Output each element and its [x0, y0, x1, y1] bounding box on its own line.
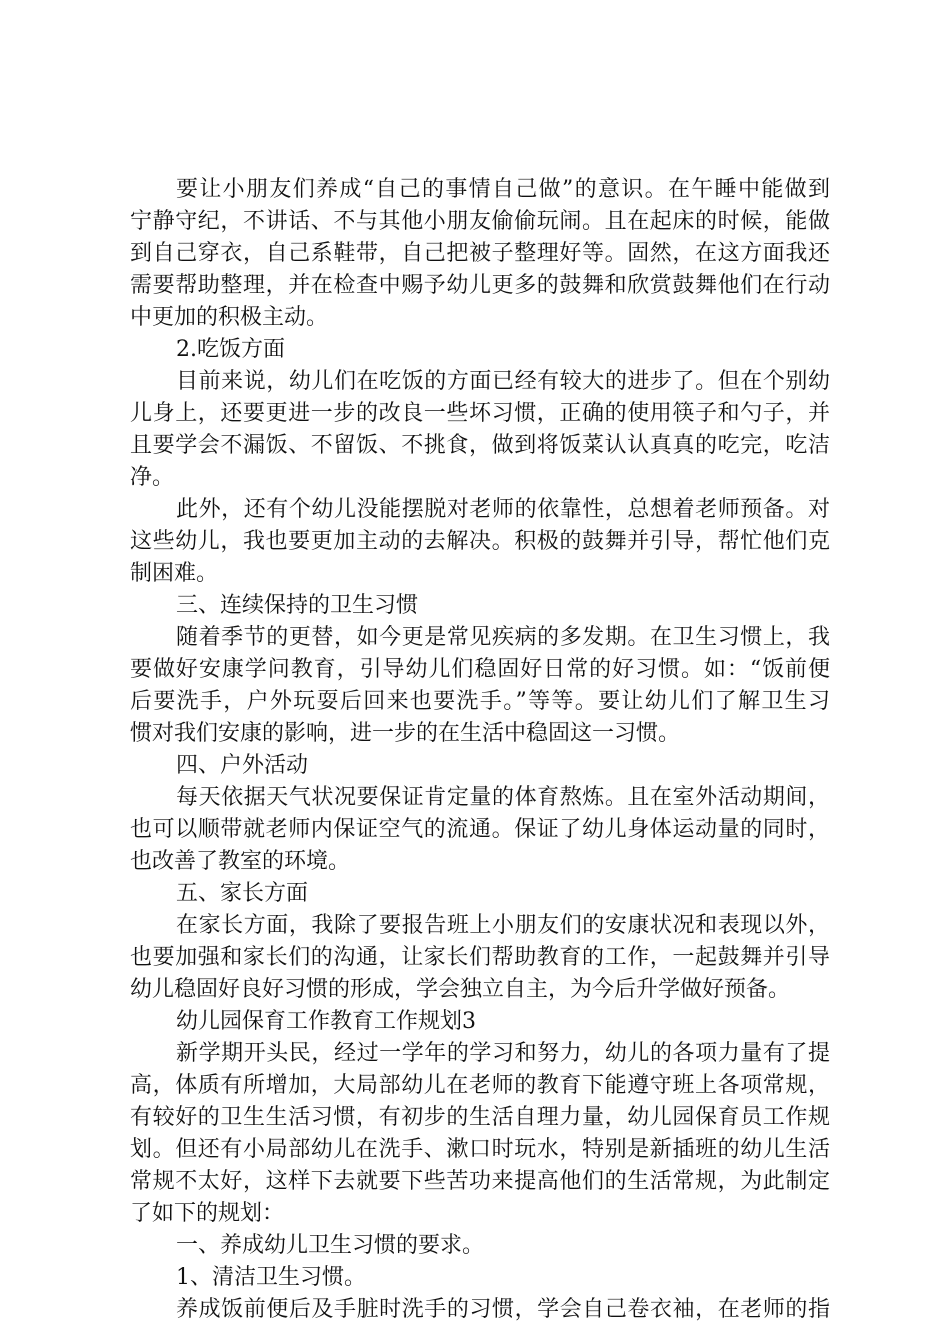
- paragraph-line: 这些幼儿，我也要更加主动的去解决。积极的鼓舞并引导，帮忙他们克: [130, 529, 830, 554]
- paragraph-line: 且要学会不漏饭、不留饭、不挑食，做到将饭菜认认真真的吃完，吃洁: [130, 433, 830, 458]
- paragraph-line: 也要加强和家长们的沟通，让家长们帮助教育的工作，一起鼓舞并引导: [130, 945, 830, 970]
- paragraph-line: 也改善了教室的环境。: [130, 849, 351, 874]
- paragraph-line: 儿身上，还要更进一步的改良一些坏习惯，正确的使用筷子和勺子，并: [130, 401, 830, 426]
- paragraph-line: 在家长方面，我除了要报告班上小朋友们的安康状况和表现以外，: [176, 913, 830, 938]
- paragraph-line: 制困难。: [130, 561, 219, 586]
- section-heading: 三、连续保持的卫生习惯: [176, 593, 419, 618]
- paragraph-line: 要让小朋友们养成“自己的事情自己做”的意识。在午睡中能做到: [176, 177, 830, 202]
- paragraph-line: 每天依据天气状况要保证肯定量的体育熬炼。且在室外活动期间，: [176, 785, 830, 810]
- paragraph-line: 随着季节的更替，如今更是常见疾病的多发期。在卫生习惯上，我: [176, 625, 830, 650]
- paragraph-line: 到自己穿衣，自己系鞋带，自己把被子整理好等。固然，在这方面我还: [130, 241, 830, 266]
- paragraph-line: 惯对我们安康的影响，进一步的在生活中稳固这一习惯。: [130, 721, 681, 746]
- paragraph-line: 中更加的积极主动。: [130, 305, 329, 330]
- paragraph-line: 净。: [130, 465, 175, 490]
- section-heading: 幼儿园保育工作教育工作规划3: [176, 1009, 476, 1034]
- paragraph-line: 也可以顺带就老师内保证空气的流通。保证了幼儿身体运动量的同时，: [130, 817, 830, 842]
- section-heading: 五、家长方面: [176, 881, 309, 906]
- paragraph-line: 划。但还有小局部幼儿在洗手、漱口时玩水，特别是新插班的幼儿生活: [130, 1137, 830, 1162]
- paragraph-line: 宁静守纪，不讲话、不与其他小朋友偷偷玩闹。且在起床的时候，能做: [130, 209, 830, 234]
- paragraph-line: 高，体质有所增加，大局部幼儿在老师的教育下能遵守班上各项常规，: [130, 1073, 830, 1098]
- paragraph-line: 后要洗手，户外玩耍后回来也要洗手。”等等。要让幼儿们了解卫生习: [130, 689, 830, 714]
- paragraph-line: 此外，还有个幼儿没能摆脱对老师的依靠性，总想着老师预备。对: [176, 497, 830, 522]
- paragraph-line: 常规不太好，这样下去就要下些苦功来提高他们的生活常规，为此制定: [130, 1169, 830, 1194]
- paragraph-line: 需要帮助整理，并在检查中赐予幼儿更多的鼓舞和欣赏鼓舞他们在行动: [130, 273, 830, 298]
- section-heading: 1、清洁卫生习惯。: [176, 1265, 366, 1290]
- section-heading: 四、户外活动: [176, 753, 309, 778]
- paragraph-line: 新学期开头民，经过一学年的学习和努力，幼儿的各项力量有了提: [176, 1041, 830, 1066]
- paragraph-line: 目前来说，幼儿们在吃饭的方面已经有较大的进步了。但在个别幼: [176, 369, 830, 394]
- paragraph-line: 要做好安康学问教育，引导幼儿们稳固好日常的好习惯。如：“饭前便: [130, 657, 830, 682]
- section-heading: 2.吃饭方面: [176, 337, 285, 362]
- paragraph-line: 幼儿稳固好良好习惯的形成，学会独立自主，为今后升学做好预备。: [130, 977, 791, 1002]
- paragraph-line: 了如下的规划：: [130, 1201, 285, 1226]
- section-heading: 一、养成幼儿卫生习惯的要求。: [176, 1233, 485, 1258]
- paragraph-line: 有较好的卫生生活习惯，有初步的生活自理力量，幼儿园保育员工作规: [130, 1105, 830, 1130]
- paragraph-line: 养成饭前便后及手脏时洗手的习惯，学会自己卷衣袖，在老师的指: [176, 1297, 830, 1322]
